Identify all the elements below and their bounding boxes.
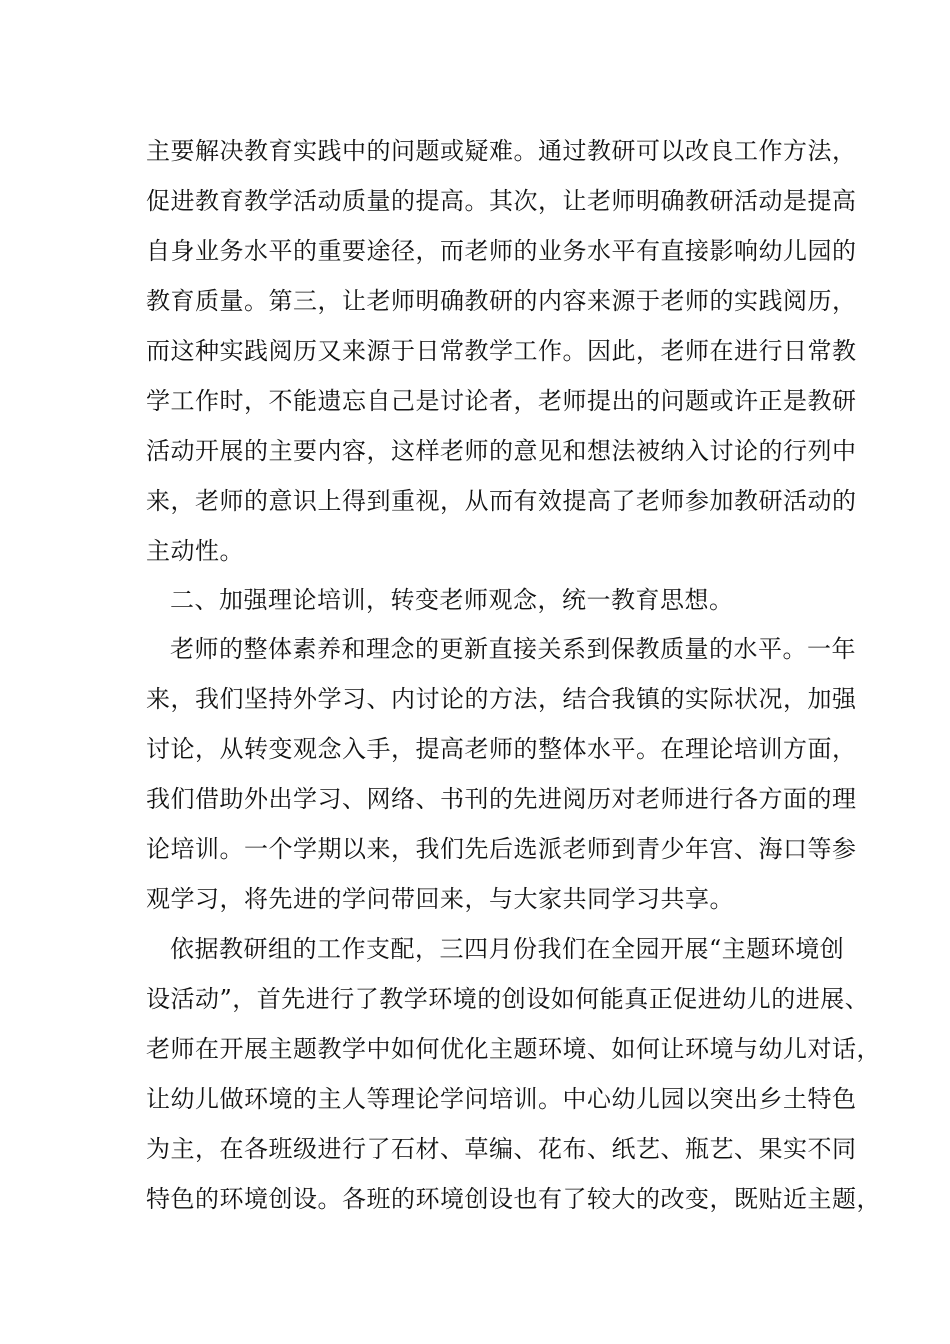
text-line: 自身业务水平的重要途径，而老师的业务水平有直接影响幼儿园的 xyxy=(146,237,857,265)
text-line: 讨论，从转变观念入手，提高老师的整体水平。在理论培训方面， xyxy=(146,735,857,763)
text-line: 老师在开展主题教学中如何优化主题环境、如何让环境与幼儿对话， xyxy=(146,1035,881,1063)
text-line: 观学习，将先进的学问带回来，与大家共同学习共享。 xyxy=(146,885,734,913)
text-line: 设活动”，首先进行了教学环境的创设如何能真正促进幼儿的进展、 xyxy=(146,985,870,1013)
text-line: 主动性。 xyxy=(146,537,244,565)
text-line: 而这种实践阅历又来源于日常教学工作。因此，老师在进行日常教 xyxy=(146,337,857,365)
text-line: 依据教研组的工作支配，三四月份我们在全园开展“主题环境创 xyxy=(170,935,845,963)
text-line: 老师的整体素养和理念的更新直接关系到保教质量的水平。一年 xyxy=(170,635,856,663)
text-line: 来，老师的意识上得到重视，从而有效提高了老师参加教研活动的 xyxy=(146,487,857,515)
text-line: 教育质量。第三，让老师明确教研的内容来源于老师的实践阅历， xyxy=(146,287,857,315)
text-line: 来，我们坚持外学习、内讨论的方法，结合我镇的实际状况，加强 xyxy=(146,685,857,713)
text-line: 促进教育教学活动质量的提高。其次，让老师明确教研活动是提高 xyxy=(146,187,857,215)
text-line: 让幼儿做环境的主人等理论学问培训。中心幼儿园以突出乡土特色 xyxy=(146,1085,857,1113)
text-line: 为主，在各班级进行了石材、草编、花布、纸艺、瓶艺、果实不同 xyxy=(146,1135,857,1163)
text-line: 特色的环境创设。各班的环境创设也有了较大的改变，既贴近主题， xyxy=(146,1185,881,1213)
text-line: 我们借助外出学习、网络、书刊的先进阅历对老师进行各方面的理 xyxy=(146,785,857,813)
text-line: 活动开展的主要内容，这样老师的意见和想法被纳入讨论的行列中 xyxy=(146,437,857,465)
text-line: 学工作时，不能遗忘自己是讨论者，老师提出的问题或许正是教研 xyxy=(146,387,857,415)
text-line: 主要解决教育实践中的问题或疑难。通过教研可以改良工作方法， xyxy=(146,137,857,165)
section-heading: 二、加强理论培训，转变老师观念，统一教育思想。 xyxy=(170,586,734,614)
text-line: 论培训。一个学期以来，我们先后选派老师到青少年宫、海口等参 xyxy=(146,835,857,863)
